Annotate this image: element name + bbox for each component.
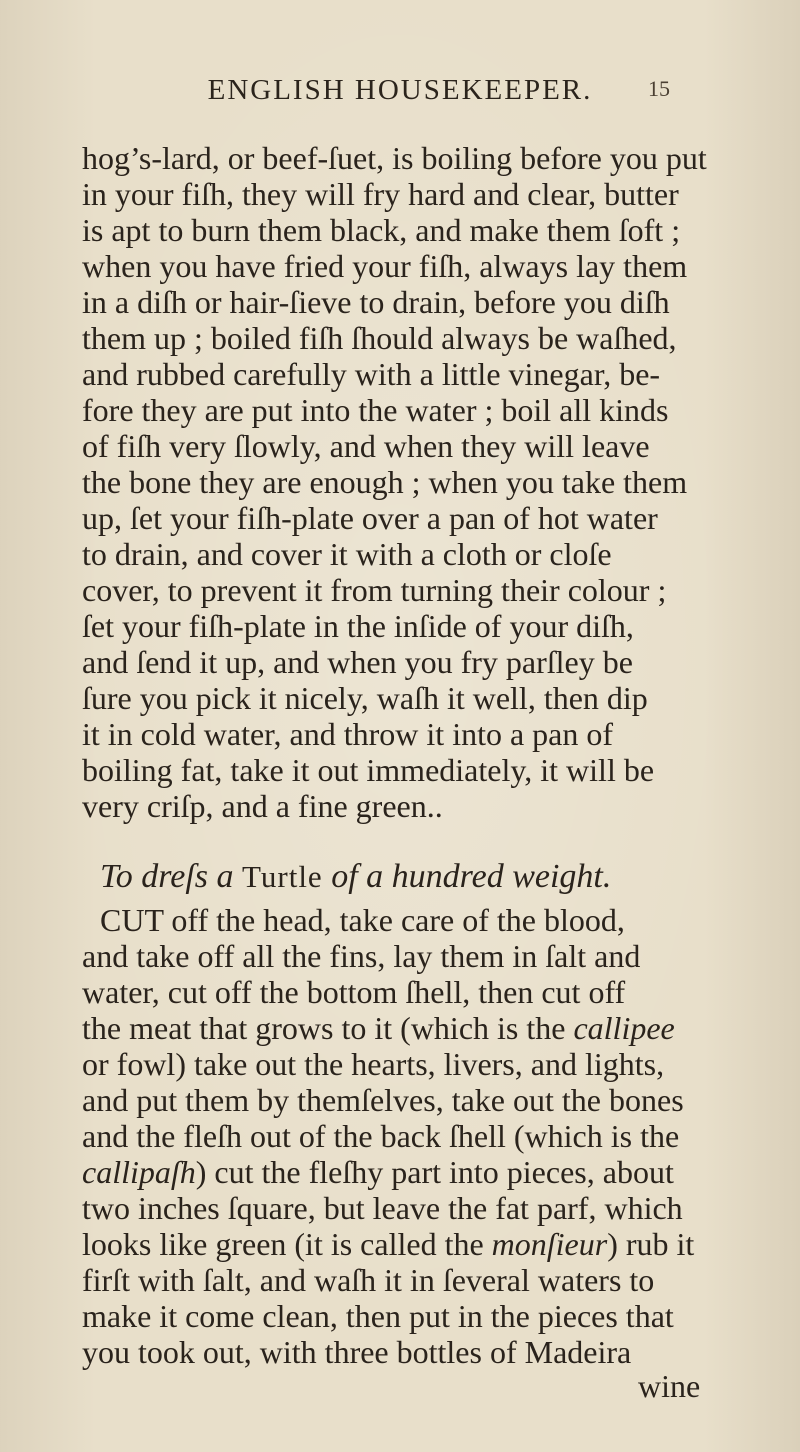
term-monsieur: monſieur [491,1226,608,1262]
text-line [82,1226,694,1262]
text-line [82,1010,675,1046]
text-line: and take off all the fins, lay them in ſalt and [82,938,641,974]
text-line: boiling fat, take it out immediately, it will be [82,752,655,788]
page-header [0,74,800,114]
text-line: hog’s-lard, or beef-ſuet, is boiling before you put [82,140,707,176]
recipe-heading-prefix: To dreſs a [100,858,234,895]
text-span: ) rub it [607,1226,695,1262]
text-line: cover, to prevent it from turning their colour ; [82,572,667,608]
term-callipee: callipee [573,1010,675,1046]
text-line: and put them by themſelves, take out the bones [82,1082,684,1118]
text-line: or fowl) take out the hearts, livers, and lights, [82,1046,665,1082]
text-line: fore they are put into the water ; boil all kinds [82,392,669,428]
text-line: make it come clean, then put in the pieces that [82,1298,674,1334]
text-line: very criſp, and a fine green.. [82,788,443,824]
text-line: it in cold water, and throw it into a pan of [82,716,614,752]
catchword: wine [638,1368,701,1404]
text-line: the bone they are enough ; when you take them [82,464,688,500]
text-line: them up ; boiled fiſh ſhould always be waſhed, [82,320,677,356]
recipe-heading-name: Turtle [242,859,323,894]
text-line: water, cut off the bottom ſhell, then cut off [82,974,626,1010]
text-line: of fiſh very ſlowly, and when they will leave [82,428,650,464]
text-line [82,1154,674,1190]
text-line: ſure you pick it nicely, waſh it well, then dip [82,680,648,716]
text-line: and rubbed carefully with a little vinegar, be- [82,356,661,392]
text-line: firſt with ſalt, and waſh it in ſeveral waters to [82,1262,655,1298]
text-line: when you have fried your fiſh, always lay them [82,248,688,284]
text-line: two inches ſquare, but leave the fat parf, which [82,1190,683,1226]
running-head: ENGLISH HOUSEKEEPER. [207,74,593,106]
term-callipash: callipaſh [82,1154,196,1190]
recipe-heading [100,858,611,896]
text-line: is apt to burn them black, and make them ſoft ; [82,212,681,248]
text-span: the meat that grows to it (which is the [82,1010,566,1046]
text-line: ſet your fiſh-plate in the inſide of your diſh, [82,608,634,644]
text-span: looks like green (it is called the [82,1226,484,1262]
text-span: ) cut the fleſhy part into pieces, about [195,1154,674,1190]
text-line: up, ſet your fiſh-plate over a pan of hot water [82,500,658,536]
page-number: 15 [648,76,670,101]
text-line: and the fleſh out of the back ſhell (which is the [82,1118,680,1154]
text-line: in your fiſh, they will fry hard and clear, butter [82,176,679,212]
text-line: you took out, with three bottles of Madeira [82,1334,632,1370]
text-line: to drain, and cover it with a cloth or cloſe [82,536,612,572]
text-line: in a diſh or hair-ſieve to drain, before you diſh [82,284,670,320]
recipe-heading-suffix: of a hundred weight. [331,858,612,895]
text-line: CUT off the head, take care of the blood, [100,902,625,938]
text-line: and ſend it up, and when you fry parſley be [82,644,633,680]
